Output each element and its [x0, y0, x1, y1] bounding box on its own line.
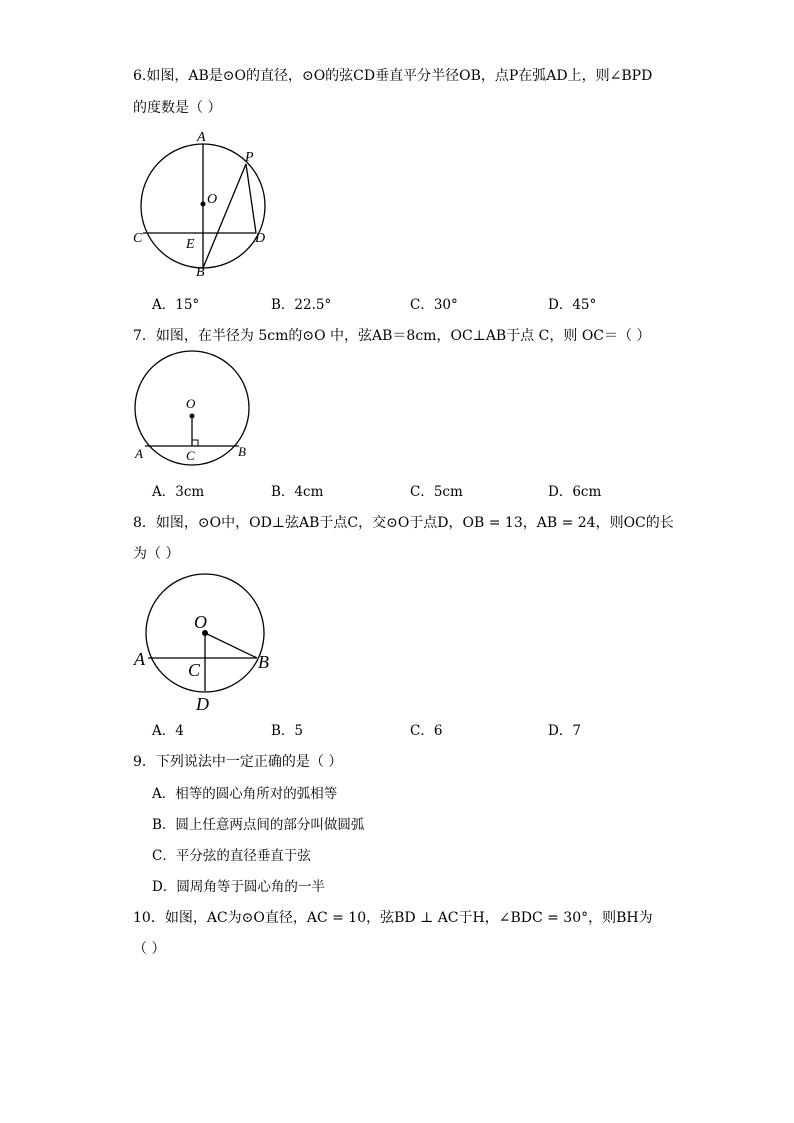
q6-option-b[interactable]: B．22.5° — [271, 297, 332, 313]
q7-option-c[interactable]: C．5cm — [410, 484, 463, 500]
q9-option-b[interactable]: B．圆上任意两点间的部分叫做圆弧 — [152, 817, 365, 833]
q6-label-c: C — [133, 231, 143, 246]
q6-label-e: E — [186, 237, 195, 252]
q6-label-p: P — [245, 150, 254, 165]
q9-option-d[interactable]: D．圆周角等于圆心角的一半 — [152, 879, 325, 895]
q8-stem-line2: 为（ ） — [133, 546, 180, 562]
q8-label-b: B — [258, 652, 269, 672]
q8-label-d: D — [196, 694, 209, 714]
q8-label-a: A — [134, 649, 145, 669]
q8-label-o: O — [194, 612, 207, 632]
q6-option-c[interactable]: C．30° — [410, 297, 458, 313]
q7-center-dot — [190, 414, 195, 419]
q7-option-b[interactable]: B．4cm — [271, 484, 324, 500]
q6-center-dot — [201, 202, 206, 207]
q7-option-d[interactable]: D．6cm — [548, 484, 602, 500]
q8-label-c: C — [188, 660, 201, 680]
q8-option-b[interactable]: B．5 — [271, 723, 304, 739]
q7-label-a: A — [135, 446, 143, 461]
q8-option-c[interactable]: C．6 — [410, 723, 443, 739]
q6-option-a[interactable]: A．15° — [152, 297, 200, 313]
q6-label-a: A — [197, 130, 206, 145]
q8-option-d[interactable]: D．7 — [548, 723, 581, 739]
q6-segment-pd — [246, 164, 256, 233]
q7-label-o: O — [186, 396, 196, 411]
q6-stem-line2: 的度数是（ ） — [133, 100, 222, 116]
q6-figure — [128, 126, 278, 286]
q6-label-b: B — [196, 265, 205, 280]
q8-segment-ob — [205, 633, 257, 658]
q7-label-c: C — [186, 448, 195, 463]
q7-label-b: B — [238, 444, 246, 459]
q6-label-o: O — [207, 192, 218, 207]
q8-figure — [130, 570, 280, 715]
q9-stem-line1: 9．下列说法中一定正确的是（ ） — [133, 754, 343, 770]
q6-option-d[interactable]: D．45° — [548, 297, 597, 313]
q7-figure — [128, 350, 258, 470]
q9-option-c[interactable]: C．平分弦的直径垂直于弦 — [152, 848, 311, 864]
q9-option-a[interactable]: A．相等的圆心角所对的弧相等 — [152, 786, 338, 802]
q6-stem-line1: 6.如图，AB是⊙O的直径，⊙O的弦CD垂直平分半径OB，点P在弧AD上，则∠BPD — [133, 68, 653, 84]
q6-segment-bp — [203, 164, 246, 268]
q10-stem-line2: （ ） — [133, 941, 166, 957]
q10-stem-line1: 10．如图，AC为⊙O直径，AC = 10，弦BD ⊥ AC于H，∠BDC = 30°，则BH为 — [133, 910, 653, 926]
q8-option-a[interactable]: A．4 — [152, 723, 184, 739]
q6-label-d: D — [255, 231, 266, 246]
q8-stem-line1: 8．如图，⊙O中，OD⊥弦AB于点C，交⊙O于点D，OB = 13，AB = 24，则OC的长 — [133, 515, 674, 531]
q7-stem-line1: 7．如图，在半径为 5cm的⊙O 中，弦AB＝8cm，OC⊥AB于点 C，则 OC＝（ ） — [133, 328, 651, 344]
q7-right-angle-mark — [192, 440, 198, 446]
q7-option-a[interactable]: A．3cm — [152, 484, 205, 500]
